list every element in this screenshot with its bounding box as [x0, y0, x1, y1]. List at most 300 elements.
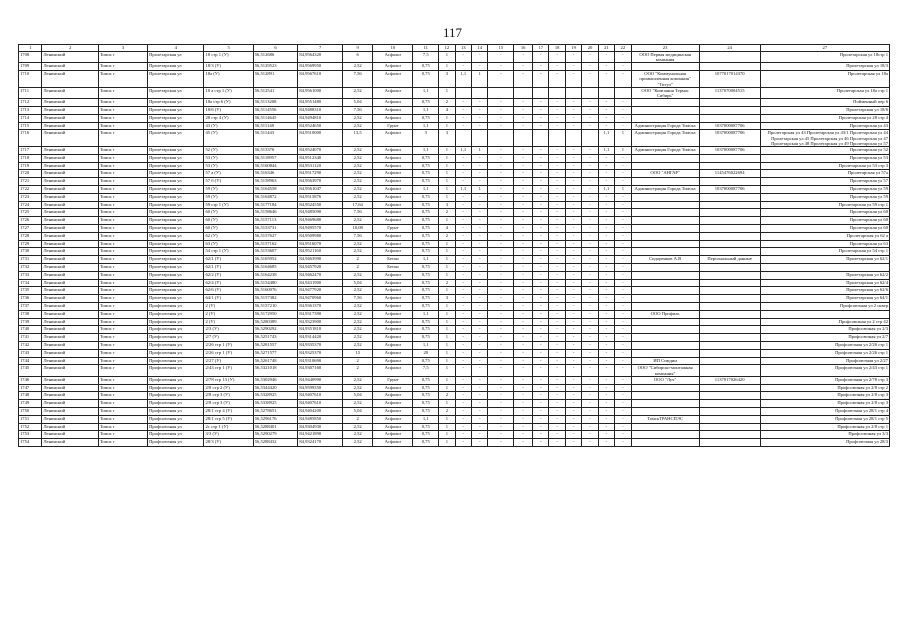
table-cell: 1 [439, 357, 455, 365]
table-cell [699, 193, 760, 201]
table-cell: - [514, 334, 533, 342]
table-cell: 7,56 [342, 295, 373, 303]
table-cell: Профсоюзная ул 2 стр 42 [760, 318, 889, 326]
table-cell: - [615, 310, 631, 318]
table-cell: - [582, 357, 598, 365]
table-cell: 2 (У) [204, 318, 253, 326]
table-cell: 1733 [19, 271, 42, 279]
table-cell: 56,5158646 [253, 209, 298, 217]
table-cell: - [533, 232, 549, 240]
table-cell: - [565, 279, 581, 287]
table-cell: - [615, 224, 631, 232]
table-cell: Ленинский [42, 256, 98, 264]
table-cell: - [598, 122, 614, 130]
table-cell: - [533, 248, 549, 256]
table-cell: - [615, 334, 631, 342]
table-cell: Асфальт [373, 162, 413, 170]
table-cell: 57 а (У) [204, 170, 253, 178]
table-cell: 0,75 [413, 334, 439, 342]
table-cell: - [472, 256, 488, 264]
table-cell: - [598, 71, 614, 88]
table-cell: 56,5296176 [253, 415, 298, 423]
table-cell: Пролетарская ул [148, 186, 204, 194]
table-cell: Ленинский [42, 318, 98, 326]
table-cell: 1744 [19, 357, 42, 365]
table-cell: - [615, 392, 631, 400]
table-cell: 1 [439, 217, 455, 225]
table-cell: Профсоюзная ул [148, 334, 204, 342]
table-cell: 17,64 [342, 201, 373, 209]
table-cell: - [514, 423, 533, 431]
table-cell: 53 (У) [204, 154, 253, 162]
table-cell: 56,512541 [253, 87, 298, 98]
table-cell: - [455, 162, 471, 170]
table-cell: 1 [439, 193, 455, 201]
table-cell [565, 130, 581, 147]
table-cell: - [472, 334, 488, 342]
table-cell: 0,75 [413, 384, 439, 392]
table-cell: 84,9407610 [298, 400, 343, 408]
table-cell: - [582, 186, 598, 194]
table-cell: - [549, 400, 565, 408]
table-cell: - [582, 193, 598, 201]
table-cell: Асфальт [373, 186, 413, 194]
column-number-cell: 14 [472, 45, 488, 52]
table-cell: 84,9325370 [298, 349, 343, 357]
table-cell: Пролетарская ул [148, 130, 204, 147]
table-cell: - [488, 326, 514, 334]
table-cell: Пролетарская ул [148, 114, 204, 122]
table-cell: - [549, 162, 565, 170]
table-cell: Ленинский [42, 415, 98, 423]
table-cell: Томск г [98, 400, 147, 408]
table-cell: - [582, 224, 598, 232]
table-cell: 1 [439, 256, 455, 264]
table-cell: - [514, 392, 533, 400]
table-cell: Профсоюзная ул [148, 439, 204, 447]
table-cell: 1738 [19, 310, 42, 318]
table-cell [699, 349, 760, 357]
table-cell [631, 154, 699, 162]
table-cell: - [615, 326, 631, 334]
table-cell: Асфальт [373, 415, 413, 423]
table-cell: Ленинский [42, 279, 98, 287]
table-cell: 0,75 [413, 201, 439, 209]
table-cell: 6 [342, 52, 373, 63]
table-cell: - [514, 99, 533, 107]
table-cell: Томск г [98, 392, 147, 400]
table-cell: - [514, 178, 533, 186]
table-cell: - [455, 326, 471, 334]
table-cell: 28/3 (У) [204, 439, 253, 447]
table-cell: - [582, 52, 598, 63]
table-cell [549, 87, 565, 98]
table-cell: 1 [439, 147, 455, 155]
table-cell: 1729 [19, 240, 42, 248]
table-cell: Грунт [373, 122, 413, 130]
table-cell: Ленинский [42, 392, 98, 400]
table-cell: - [533, 365, 549, 376]
table-cell: 2/8 стр 3 (У) [204, 392, 253, 400]
table-cell: Асфальт [373, 287, 413, 295]
table-cell: Ленинский [42, 99, 98, 107]
table-cell: 1722 [19, 186, 42, 194]
table-cell: - [615, 114, 631, 122]
table-cell: Томск г [98, 170, 147, 178]
column-number-row [19, 45, 890, 52]
table-cell: Асфальт [373, 147, 413, 155]
table-cell [699, 415, 760, 423]
table-cell: Томск г [98, 87, 147, 98]
table-cell: - [514, 295, 533, 303]
table-cell: - [615, 52, 631, 63]
table-cell: Пролетарская ул 57а [760, 170, 889, 178]
table-cell: - [549, 384, 565, 392]
table-cell: 2,52 [342, 302, 373, 310]
table-cell: Томск г [98, 201, 147, 209]
table-cell: - [565, 232, 581, 240]
table-cell: 1748 [19, 392, 42, 400]
table-cell: - [514, 357, 533, 365]
table-cell: 1 [439, 122, 455, 130]
table-cell: - [488, 400, 514, 408]
table-cell: - [582, 107, 598, 115]
table-cell: - [565, 349, 581, 357]
table-cell: - [514, 287, 533, 295]
table-cell: 63 (У) [204, 240, 253, 248]
table-cell: Пролетарская ул [148, 232, 204, 240]
table-cell: - [533, 271, 549, 279]
table-cell [631, 384, 699, 392]
table-cell: - [582, 334, 598, 342]
table-cell: Ленинский [42, 122, 98, 130]
table-cell: - [488, 107, 514, 115]
table-cell [699, 407, 760, 415]
table-cell [699, 232, 760, 240]
table-cell: ООО "АНГАР" [631, 170, 699, 178]
table-cell: 1137070004515 [699, 87, 760, 98]
table-cell: 7,56 [342, 107, 373, 115]
table-cell: - [615, 302, 631, 310]
table-cell: Пролетарская ул 57 [760, 178, 889, 186]
table-cell: - [549, 423, 565, 431]
table-cell: 2/26 стр 1 (У) [204, 341, 253, 349]
table-cell: Ленинский [42, 217, 98, 225]
table-cell: 2,52 [342, 240, 373, 248]
table-cell: Ленинский [42, 52, 98, 63]
table-cell: 2,52 [342, 122, 373, 130]
table-cell: Ленинский [42, 170, 98, 178]
table-cell: - [472, 114, 488, 122]
table-cell: Пролетарская ул 63 [760, 240, 889, 248]
table-cell: Профсоюзная ул 2/7 [760, 334, 889, 342]
table-cell: - [582, 217, 598, 225]
table-cell: - [598, 400, 614, 408]
table-cell: - [472, 248, 488, 256]
table-cell [631, 209, 699, 217]
table-cell: - [549, 186, 565, 194]
table-cell: - [598, 365, 614, 376]
table-cell [699, 302, 760, 310]
table-cell: 1736 [19, 295, 42, 303]
table-cell: 56,5290292 [253, 326, 298, 334]
table-cell: 84,9485850 [298, 415, 343, 423]
table-cell: Асфальт [373, 271, 413, 279]
table-cell [699, 263, 760, 271]
column-number-cell: 17 [533, 45, 549, 52]
table-cell: Томск г [98, 217, 147, 225]
table-cell: 2/26 стр 1 (У) [204, 349, 253, 357]
table-cell: 84,9524650 [298, 122, 343, 130]
table-cell: - [455, 232, 471, 240]
table-cell: ООО "Компания Термас Сибирь" [631, 87, 699, 98]
table-cell: Томск г [98, 423, 147, 431]
table-cell: Томск г [98, 341, 147, 349]
table-cell: - [455, 310, 471, 318]
table-cell: Пролетарская ул 54 стр 1 [760, 248, 889, 256]
table-cell: - [533, 162, 549, 170]
table-cell: 0,75 [413, 114, 439, 122]
column-number-cell: 21 [598, 45, 614, 52]
table-cell: - [455, 287, 471, 295]
table-cell: 2 [439, 232, 455, 240]
table-row [19, 423, 890, 431]
table-cell: Асфальт [373, 439, 413, 447]
table-cell: Асфальт [373, 365, 413, 376]
table-cell: - [472, 341, 488, 349]
table-cell: Ленинский [42, 431, 98, 439]
table-cell [699, 271, 760, 279]
table-cell: Грунт [373, 376, 413, 384]
table-cell: - [549, 248, 565, 256]
table-cell: 5,04 [342, 279, 373, 287]
table-cell: 1,1 [413, 341, 439, 349]
table-cell: 56,5278651 [253, 407, 298, 415]
table-cell: - [582, 384, 598, 392]
table-cell: 56,5113208 [253, 99, 298, 107]
table-cell: 84,9567610 [298, 71, 343, 88]
table-cell: Ленинский [42, 407, 98, 415]
table-cell: - [455, 318, 471, 326]
table-cell: - [514, 114, 533, 122]
table-cell: Ленинский [42, 130, 98, 147]
table-cell: 1745 [19, 365, 42, 376]
table-cell: Асфальт [373, 130, 413, 147]
table-cell: - [488, 224, 514, 232]
table-cell: Ленинский [42, 240, 98, 248]
table-cell: Пролетарская ул 60 [760, 209, 889, 217]
table-cell: - [582, 147, 598, 155]
table-cell: - [488, 334, 514, 342]
table-cell: Пролетарская ул 43 [760, 122, 889, 130]
table-cell [631, 334, 699, 342]
table-row [19, 310, 890, 318]
table-cell: ООО Первая медицинская компания [631, 52, 699, 63]
table-body [19, 45, 890, 447]
column-number-cell: 2 [42, 45, 98, 52]
table-row [19, 318, 890, 326]
table-cell: 56,5160844 [253, 162, 298, 170]
table-cell: 0,75 [413, 178, 439, 186]
table-cell: Профсоюзная ул [148, 407, 204, 415]
table-cell [631, 217, 699, 225]
table-cell: - [582, 326, 598, 334]
table-cell: - [488, 71, 514, 88]
table-cell: 1077017014370 [699, 71, 760, 88]
table-cell: - [533, 107, 549, 115]
table-cell: 84,9495570 [298, 224, 343, 232]
table-cell: - [565, 439, 581, 447]
table-cell: - [582, 318, 598, 326]
table-cell: - [514, 384, 533, 392]
table-cell: - [514, 400, 533, 408]
table-cell: - [549, 71, 565, 88]
table-cell: 1 [439, 423, 455, 431]
table-cell: - [488, 415, 514, 423]
table-cell: 56,5290279 [253, 431, 298, 439]
table-cell: Ленинский [42, 349, 98, 357]
table-cell: Асфальт [373, 154, 413, 162]
table-cell: - [472, 224, 488, 232]
column-number-cell: 20 [582, 45, 598, 52]
table-cell: 56,5280389 [253, 318, 298, 326]
table-cell: Пролетарская ул [148, 224, 204, 232]
table-cell [699, 162, 760, 170]
table-cell: Профсоюзная ул 2/27 [760, 357, 889, 365]
table-cell: - [514, 263, 533, 271]
table-cell: - [488, 431, 514, 439]
table-cell: - [598, 224, 614, 232]
table-cell: 84,9457920 [298, 263, 343, 271]
table-cell: Профсоюзная ул [148, 392, 204, 400]
table-cell: - [615, 400, 631, 408]
table-cell: - [615, 415, 631, 423]
table-cell [631, 240, 699, 248]
table-cell [699, 201, 760, 209]
table-cell: 1741 [19, 334, 42, 342]
table-cell [631, 114, 699, 122]
table-cell: Профсоюзная ул 2/8 стр 2 [760, 384, 889, 392]
table-cell: - [455, 302, 471, 310]
table-cell: 84,9314420 [298, 334, 343, 342]
table-row [19, 147, 890, 155]
table-cell [699, 154, 760, 162]
table-cell: - [472, 287, 488, 295]
table-cell: Асфальт [373, 431, 413, 439]
table-cell: - [598, 295, 614, 303]
table-cell: Ленинский [42, 209, 98, 217]
table-row [19, 341, 890, 349]
table-cell: - [582, 295, 598, 303]
table-cell: - [472, 439, 488, 447]
table-cell: Асфальт [373, 279, 413, 287]
table-cell: 56,5154480 [253, 279, 298, 287]
table-cell [631, 326, 699, 334]
table-cell: - [598, 271, 614, 279]
table-cell: - [488, 349, 514, 357]
table-cell: 1 [439, 326, 455, 334]
table-cell: 84,9561047 [298, 186, 343, 194]
table-cell: 1 [439, 334, 455, 342]
table-cell: Ленинский [42, 201, 98, 209]
table-row [19, 63, 890, 71]
table-cell: 1 [439, 400, 455, 408]
table-cell: Асфальт [373, 240, 413, 248]
table-cell: - [488, 271, 514, 279]
table-cell: - [598, 63, 614, 71]
table-cell [455, 130, 471, 147]
table-cell: - [598, 415, 614, 423]
table-cell: Профсоюзная ул [148, 400, 204, 408]
table-cell: Асфальт [373, 349, 413, 357]
table-cell: Ленинский [42, 287, 98, 295]
table-cell: - [582, 232, 598, 240]
table-cell: 3 [413, 130, 439, 147]
table-cell: 2,52 [342, 384, 373, 392]
table-cell: 84,9310690 [298, 357, 343, 365]
table-cell: 2 [342, 263, 373, 271]
table-row [19, 87, 890, 98]
table-cell: Асфальт [373, 341, 413, 349]
table-cell: - [549, 224, 565, 232]
table-cell [699, 178, 760, 186]
table-cell: - [565, 71, 581, 88]
table-cell: - [533, 256, 549, 264]
table-cell: - [582, 154, 598, 162]
table-cell: 0,75 [413, 326, 439, 334]
table-cell [631, 248, 699, 256]
table-cell: 84,9564320 [298, 52, 343, 63]
table-cell: - [565, 107, 581, 115]
table-cell: 56,5177184 [253, 201, 298, 209]
table-cell: 84,9470960 [298, 295, 343, 303]
table-cell: 84,9477920 [298, 287, 343, 295]
table-cell: Ленинский [42, 114, 98, 122]
table-cell: 18/3 (У) [204, 63, 253, 71]
table-cell: 1753 [19, 431, 42, 439]
table-cell: Пролетарская ул [148, 295, 204, 303]
table-cell: 84,9531120 [298, 162, 343, 170]
table-row [19, 107, 890, 115]
table-cell: Асфальт [373, 400, 413, 408]
column-number-cell: 6 [253, 45, 298, 52]
table-cell: 0,75 [413, 376, 439, 384]
table-cell: 60 (У) [204, 224, 253, 232]
table-cell: 56,5157210 [253, 302, 298, 310]
table-cell: - [598, 310, 614, 318]
table-cell: - [455, 122, 471, 130]
table-cell: - [514, 154, 533, 162]
table-cell [582, 87, 598, 98]
table-cell: - [455, 407, 471, 415]
table-cell: - [533, 71, 549, 88]
table-cell: - [514, 217, 533, 225]
table-cell: Асфальт [373, 178, 413, 186]
table-cell [533, 130, 549, 147]
table-cell: 0,75 [413, 263, 439, 271]
table-cell: 1 [615, 186, 631, 194]
table-cell: 15 [342, 349, 373, 357]
table-cell: Профсоюзная ул 2/8 стр 3 [760, 392, 889, 400]
table-cell: 56,5251743 [253, 334, 298, 342]
table-cell: - [455, 224, 471, 232]
table-cell [514, 87, 533, 98]
table-cell: 1719 [19, 162, 42, 170]
table-cell: - [598, 279, 614, 287]
table-cell: - [472, 178, 488, 186]
table-cell: - [598, 326, 614, 334]
table-cell: - [615, 349, 631, 357]
